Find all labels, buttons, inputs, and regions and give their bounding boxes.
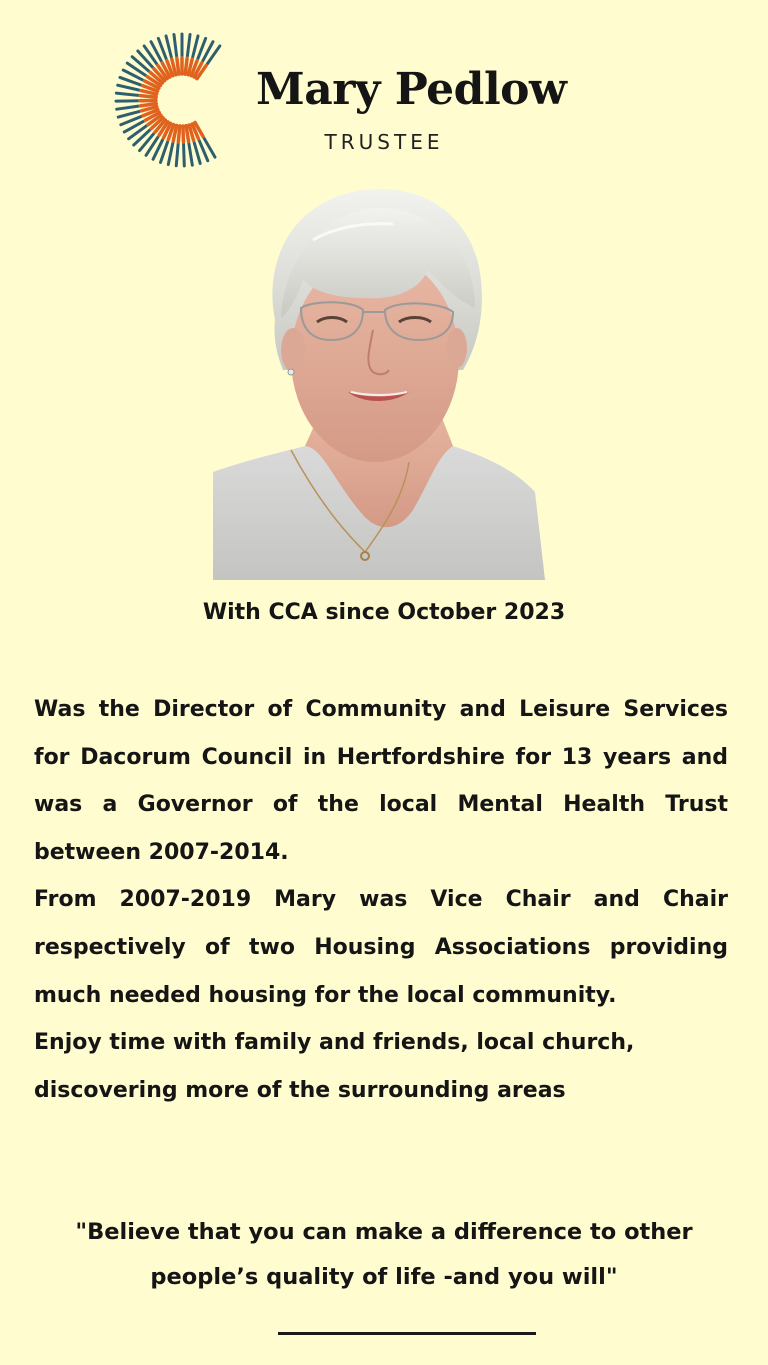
bio-paragraph: Was the Director of Community and Leisure Services for Dacorum Council in Hertfordshire for 13 years and was a Governor of the local Mental Health Trust between 2007-2014. (34, 697, 728, 865)
bio-paragraph: From 2007-2019 Mary was Vice Chair and Chair respectively of two Housing Associations providing much needed housing for the local community. (34, 887, 728, 1008)
quote: "Believe that you can make a difference to other people’s quality of life -and you will" (75, 1219, 693, 1290)
bio-paragraph: Enjoy time with family and friends, local church, discovering more of the surrounding areas (34, 1030, 635, 1103)
divider (278, 1332, 536, 1335)
biography (34, 686, 728, 1114)
portrait-photo (213, 180, 545, 580)
trustee-name: Mary Pedlow (256, 64, 567, 115)
trustee-role: TRUSTEE (324, 130, 444, 154)
cca-logo-icon (112, 30, 252, 170)
membership-since: With CCA since October 2023 (202, 600, 566, 625)
